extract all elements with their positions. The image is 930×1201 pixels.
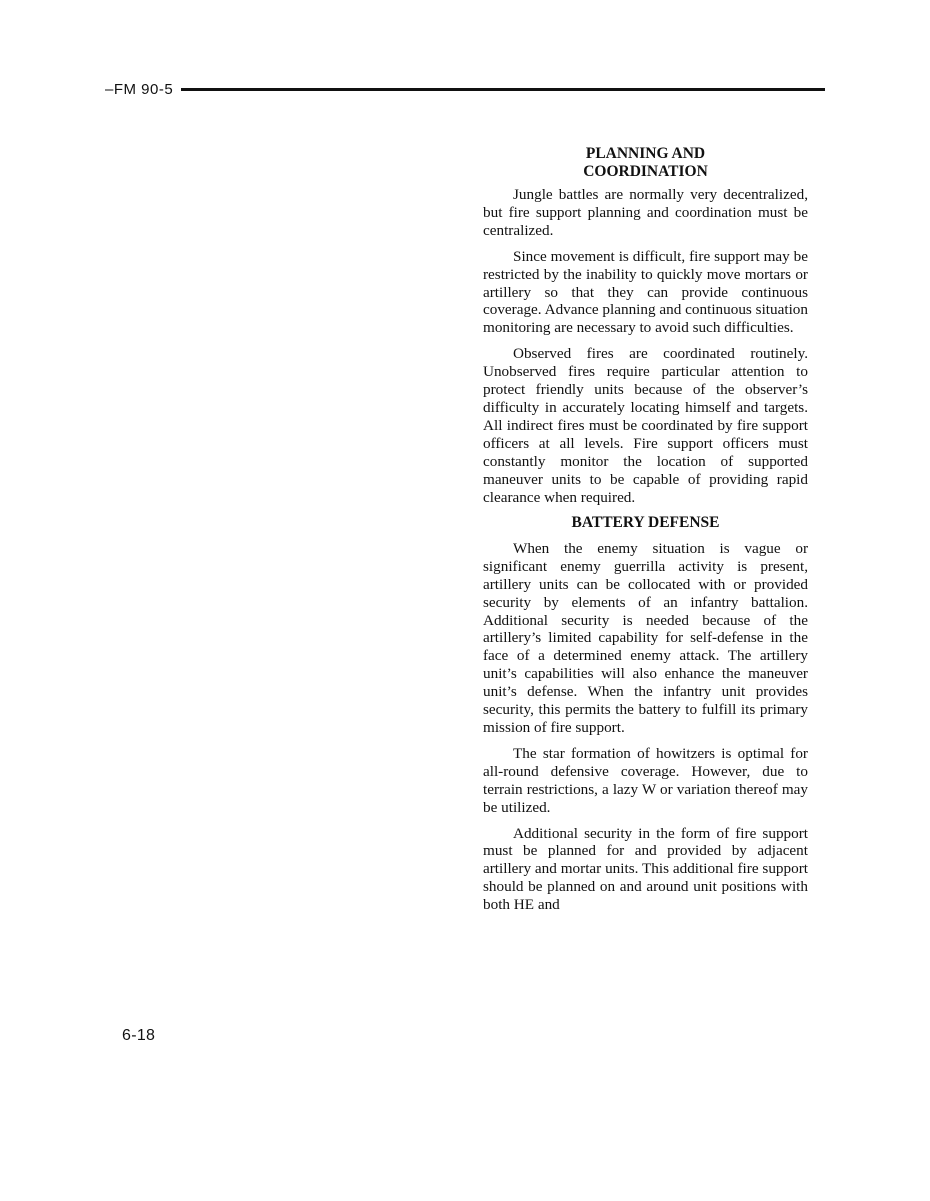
paragraph: Since movement is difficult, fire support may be restricted by the inability to quickly move mortars or artillery so that they can provide continuous coverage. Advance planning and continuous situation monitoring are necessary to avoid such difficulties. bbox=[483, 247, 808, 337]
paragraph: Jungle battles are normally very decentralized, but fire support planning and coordination must be centralized. bbox=[483, 186, 808, 239]
page-number: 6-18 bbox=[122, 1027, 156, 1044]
paragraph: Additional security in the form of fire support must be planned for and provided by adjacent artillery and mortar units. This additional fire support should be planned on and around unit positions with both HE and bbox=[483, 824, 808, 914]
heading-line: COORDINATION bbox=[583, 162, 708, 180]
paragraph: Observed fires are coordinated routinely. Unobserved fires require particular attention to protect friendly units because of the observer’s difficulty in accurately locating himself and targets. All indirect fires must be coordinated by fire support officers at all levels. Fire support officers must constantly monitor the location of supported maneuver units to be capable of providing rapid clearance when required. bbox=[483, 345, 808, 506]
manual-designation: –FM 90-5 bbox=[105, 80, 174, 98]
paragraph: The star formation of howitzers is optimal for all-round defensive coverage. However, due to terrain restrictions, a lazy W or variation thereof may be utilized. bbox=[483, 744, 808, 816]
heading-line: PLANNING AND bbox=[585, 145, 706, 162]
section-heading-planning bbox=[483, 145, 808, 180]
section-heading-battery-defense: BATTERY DEFENSE bbox=[571, 514, 720, 532]
running-header bbox=[105, 78, 825, 100]
paragraph: When the enemy situation is vague or significant enemy guerrilla activity is present, artillery units can be collocated with or provided security by elements of an infantry battalion. Additional security is needed because of the artillery’s limited capability for self-defense in the face of a determined enemy attack. The artillery unit’s capabilities will also enhance the maneuver unit’s defense. When the infantry unit provides security, this permits the battery to fulfill its primary mission of fire support. bbox=[483, 539, 808, 736]
header-rule bbox=[181, 88, 825, 91]
text-column bbox=[483, 145, 808, 922]
